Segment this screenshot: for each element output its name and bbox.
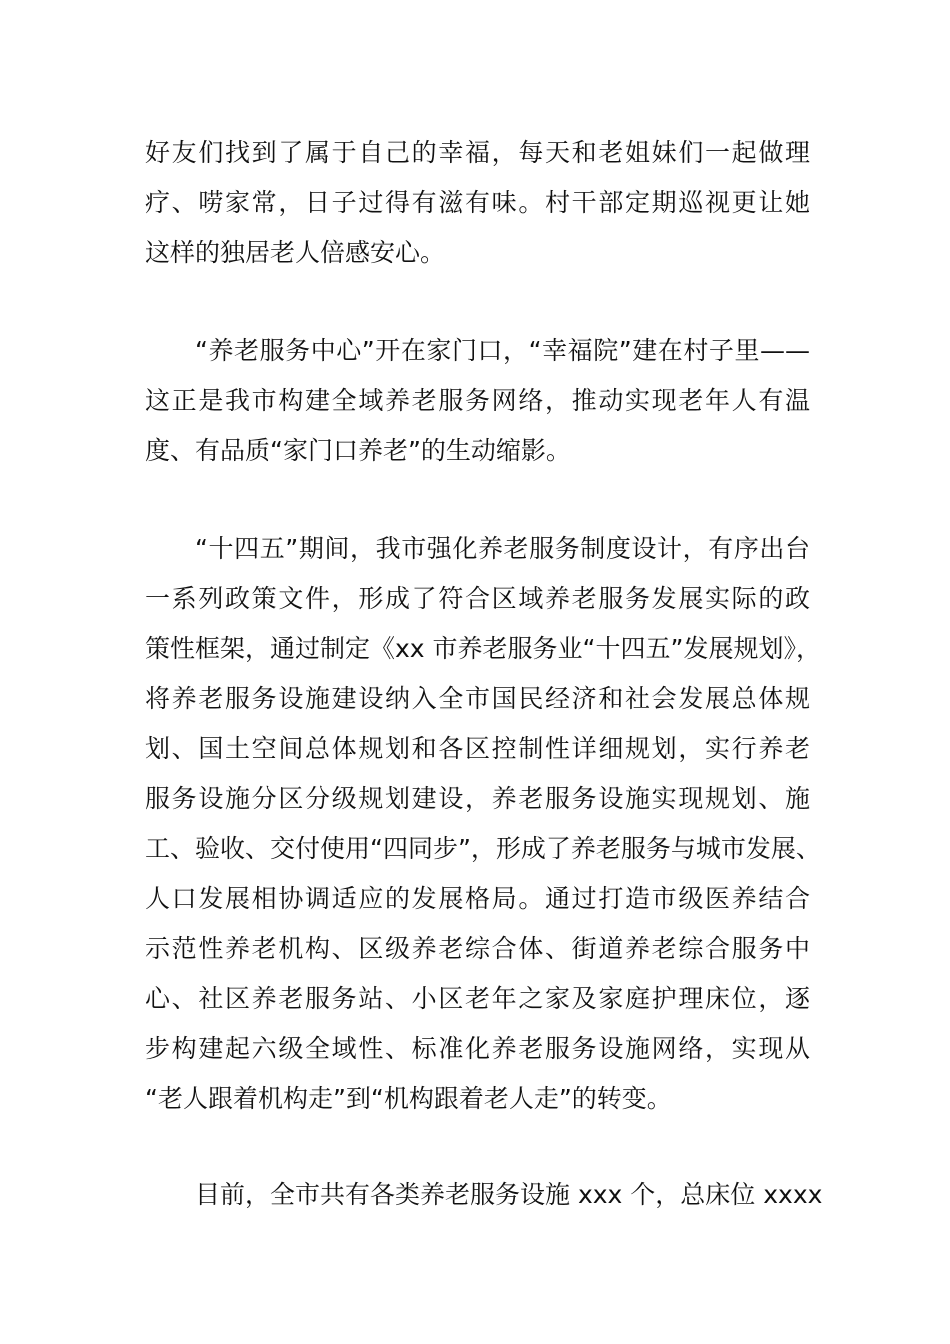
text-line: 人口发展相协调适应的发展格局。通过打造市级医养结合: [145, 884, 810, 913]
paragraph-1: [145, 128, 810, 278]
text-line: 示范性养老机构、区级养老综合体、街道养老综合服务中: [145, 934, 810, 963]
text-line: 策性框架，通过制定《xx 市养老服务业“十四五”发展规划》，: [145, 634, 821, 663]
text-line: 好友们找到了属于自己的幸福，每天和老姐妹们一起做理: [145, 138, 810, 167]
text-line: 步构建起六级全域性、标准化养老服务设施网络，实现从: [145, 1034, 810, 1063]
text-line: 服务设施分区分级规划建设，养老服务设施实现规划、施: [145, 784, 810, 813]
paragraph-2: [145, 326, 810, 476]
paragraph-3: [145, 524, 821, 1124]
text-line: 目前，全市共有各类养老服务设施 xxx 个，总床位 xxxx: [195, 1180, 823, 1209]
text-line: “十四五”期间，我市强化养老服务制度设计，有序出台: [195, 534, 810, 563]
text-line: 将养老服务设施建设纳入全市国民经济和社会发展总体规: [145, 684, 810, 713]
text-line: 这样的独居老人倍感安心。: [145, 238, 446, 267]
text-line: 一系列政策文件，形成了符合区域养老服务发展实际的政: [145, 584, 810, 613]
text-line: “养老服务中心”开在家门口，“幸福院”建在村子里——: [195, 336, 810, 365]
text-line: 心、社区养老服务站、小区老年之家及家庭护理床位，逐: [145, 984, 810, 1013]
text-line: “老人跟着机构走”到“机构跟着老人走”的转变。: [145, 1084, 672, 1113]
text-line: 疗、唠家常，日子过得有滋有味。村干部定期巡视更让她: [145, 188, 810, 217]
text-line: 工、验收、交付使用“四同步”，形成了养老服务与城市发展、: [145, 834, 821, 863]
text-line: 这正是我市构建全域养老服务网络，推动实现老年人有温: [145, 386, 810, 415]
paragraph-4: [145, 1170, 823, 1220]
text-line: 划、国土空间总体规划和各区控制性详细规划，实行养老: [145, 734, 810, 763]
text-line: 度、有品质“家门口养老”的生动缩影。: [145, 436, 571, 465]
